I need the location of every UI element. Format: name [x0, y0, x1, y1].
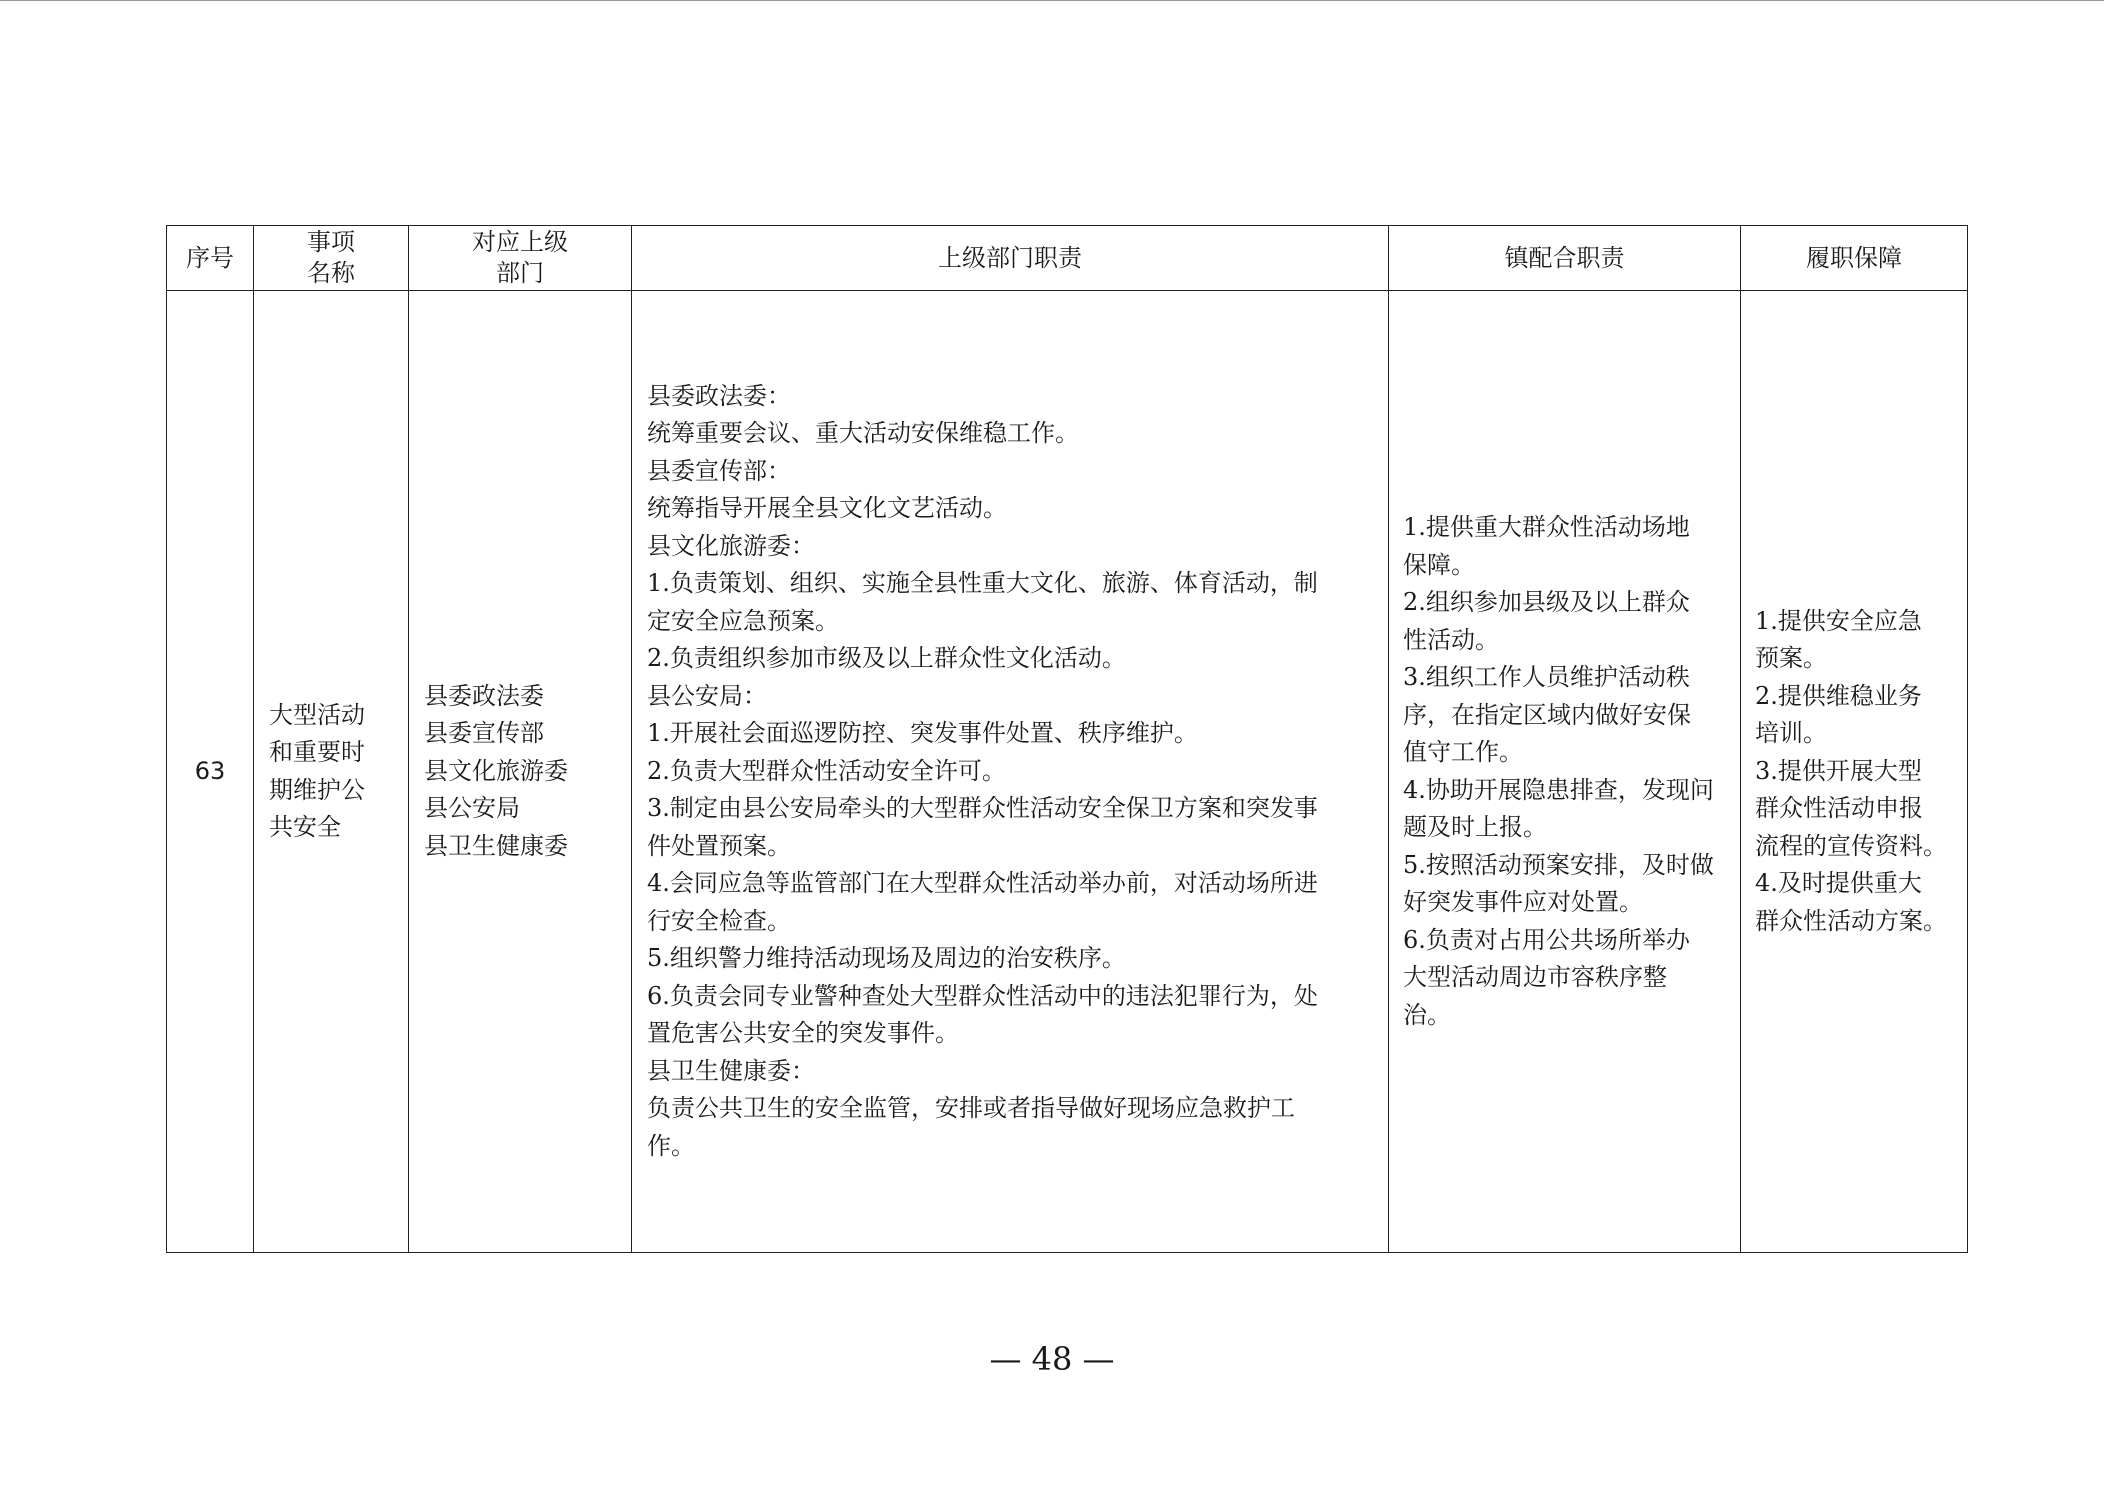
dept-line: 县委政法委: [424, 681, 544, 710]
town-duty-line: 1.提供重大群众性活动场地: [1403, 513, 1690, 541]
upper-duty-cell: [632, 291, 1389, 1253]
town-duty-line: 5.按照活动预案安排，及时做: [1403, 850, 1714, 879]
upper-dept-cell: [409, 291, 632, 1253]
guarantee-line: 流程的宣传资料。: [1755, 831, 1947, 860]
town-duty-line: 保障。: [1403, 550, 1475, 579]
town-duty-line: 2.组织参加县级及以上群众: [1403, 588, 1690, 616]
header-no: 序号: [167, 226, 254, 291]
duty-line: 3.制定由县公安局牵头的大型群众性活动安全保卫方案和突发事: [647, 794, 1318, 823]
duty-line: 县卫生健康委：: [647, 1056, 815, 1085]
duty-line: 行安全检查。: [647, 906, 791, 935]
duty-line: 县文化旅游委：: [647, 531, 815, 560]
guarantee-line: 4.及时提供重大: [1755, 869, 1922, 898]
guarantee-line: 1.提供安全应急: [1755, 606, 1922, 635]
duty-table: [166, 225, 1968, 1253]
duty-line: 件处置预案。: [647, 831, 791, 860]
duty-line: 置危害公共安全的突发事件。: [647, 1019, 959, 1048]
item-name-line: 共安全: [269, 813, 341, 841]
guarantee-cell: [1741, 291, 1968, 1253]
town-duty-line: 好突发事件应对处置。: [1403, 888, 1643, 916]
duty-line: 负责公共卫生的安全监管，安排或者指导做好现场应急救护工: [647, 1094, 1295, 1123]
duty-line: 4.会同应急等监管部门在大型群众性活动举办前，对活动场所进: [647, 869, 1318, 898]
town-duty-line: 6.负责对占用公共场所举办: [1403, 925, 1690, 954]
duty-line: 统筹重要会议、重大活动安保维稳工作。: [647, 419, 1079, 448]
header-item-name: 事项 名称: [254, 226, 409, 291]
town-duty-line: 序，在指定区域内做好安保: [1403, 700, 1691, 729]
guarantee-line: 2.提供维稳业务: [1755, 681, 1922, 710]
town-duty-line: 治。: [1403, 1000, 1451, 1029]
page-number: — 48 —: [989, 1340, 1115, 1378]
dept-line: 县文化旅游委: [424, 756, 568, 785]
row-number: 63: [167, 291, 254, 1253]
top-border-line: [0, 0, 2104, 1]
table-header-row: [167, 226, 1968, 291]
duty-line: 县委政法委：: [647, 381, 791, 410]
town-duty-line: 大型活动周边市容秩序整: [1403, 963, 1667, 991]
header-upper-duty: 上级部门职责: [632, 226, 1389, 291]
dept-line: 县公安局: [424, 794, 520, 823]
duty-line: 1.开展社会面巡逻防控、突发事件处置、秩序维护。: [647, 719, 1198, 748]
item-name-cell: [254, 291, 409, 1253]
duty-line: 作。: [647, 1131, 695, 1160]
item-name-line: 和重要时: [269, 738, 365, 766]
duty-line: 5.组织警力维持活动现场及周边的治安秩序。: [647, 944, 1126, 973]
guarantee-line: 预案。: [1755, 644, 1827, 673]
item-name-line: 大型活动: [269, 700, 365, 729]
guarantee-line: 3.提供开展大型: [1755, 756, 1922, 785]
duty-line: 2.负责组织参加市级及以上群众性文化活动。: [647, 644, 1126, 673]
duty-line: 2.负责大型群众性活动安全许可。: [647, 756, 1006, 785]
duty-line: 县公安局：: [647, 681, 767, 710]
duty-line: 县委宣传部：: [647, 456, 791, 485]
duty-line: 统筹指导开展全县文化文艺活动。: [647, 494, 1007, 523]
town-duty-line: 性活动。: [1403, 625, 1499, 654]
guarantee-line: 群众性活动方案。: [1755, 906, 1947, 935]
duty-line: 定安全应急预案。: [647, 606, 839, 635]
dept-line: 县委宣传部: [424, 719, 544, 748]
header-guarantee: 履职保障: [1741, 226, 1968, 291]
guarantee-line: 群众性活动申报: [1755, 794, 1923, 823]
dept-line: 县卫生健康委: [424, 831, 568, 860]
town-duty-line: 4.协助开展隐患排查，发现问: [1403, 775, 1714, 804]
header-town-duty: 镇配合职责: [1389, 226, 1741, 291]
town-duty-line: 3.组织工作人员维护活动秩: [1403, 663, 1690, 691]
duty-line: 6.负责会同专业警种查处大型群众性活动中的违法犯罪行为，处: [647, 981, 1318, 1010]
town-duty-line: 值守工作。: [1403, 738, 1523, 766]
duty-line: 1.负责策划、组织、实施全县性重大文化、旅游、体育活动，制: [647, 569, 1318, 598]
table-row: [167, 291, 1968, 1253]
town-duty-line: 题及时上报。: [1403, 813, 1547, 841]
item-name-line: 期维护公: [269, 775, 365, 804]
header-upper-dept: 对应上级 部门: [409, 226, 632, 291]
town-duty-cell: [1389, 291, 1741, 1253]
guarantee-line: 培训。: [1755, 719, 1827, 748]
